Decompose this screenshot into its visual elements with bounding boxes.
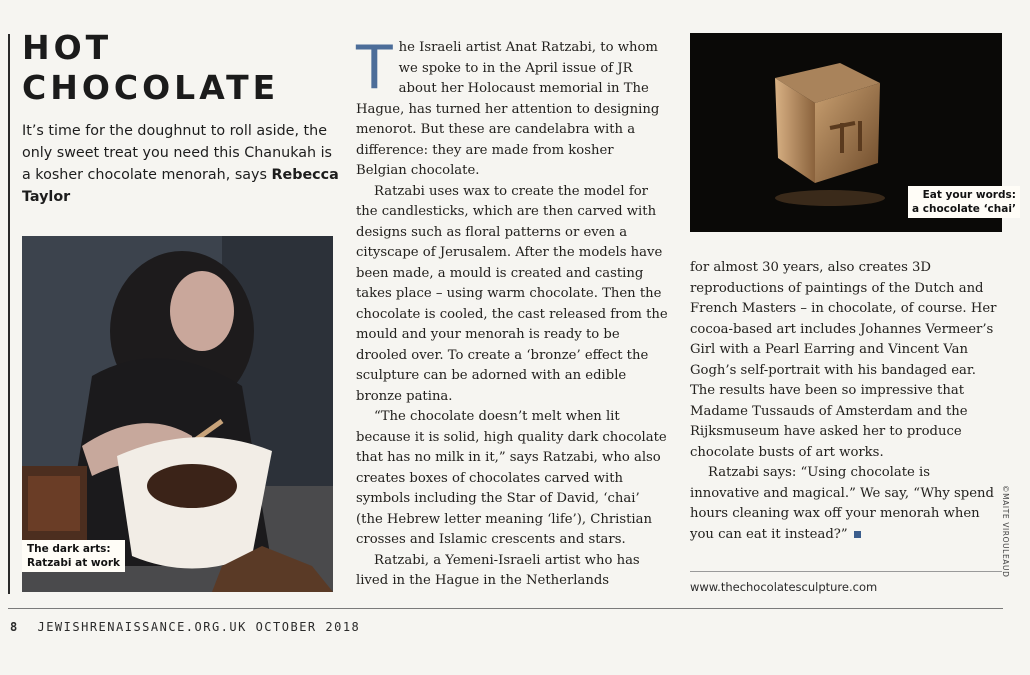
headline-line-1: HOT (22, 28, 113, 67)
article-column-middle (356, 33, 668, 592)
article-paragraph-1 (356, 33, 668, 182)
paragraph-5-text: Ratzabi says: “Using chocolate is innovative and magical.” We say, “Why spend hours cleaning wax off your menorah when you can eat it instead?” (690, 465, 994, 542)
artist-photo (22, 236, 333, 592)
paragraph-1-text: he Israeli artist Anat Ratzabi, to whom we spoke to in the April issue of JR about her Holocaust memorial in The Hague, has turned her attention to designing menorot. But these are candelabra with a difference: they are made from kosher Belgian chocolate. (356, 40, 660, 178)
artist-caption-line-2: Ratzabi at work (27, 557, 120, 569)
article-column-right (690, 258, 1002, 545)
chocolate-sculpture-weblink[interactable]: www.thechocolatesculpture.com (690, 580, 878, 594)
article-paragraph-5 (690, 463, 1002, 545)
article-paragraph-4-continued: for almost 30 years, also creates 3D reproductions of paintings of the Dutch and French Masters – in chocolate, of course. Her cocoa-based art includes Johannes Vermeer’s Girl with a Pearl Earring and Vincent Van Gogh’s self-portrait with his bandaged ear. The results have been so impressive that Madame Tussauds of Amsterdam and the Rijksmuseum have asked her to produce chocolate busts of art works. (690, 260, 997, 460)
article-paragraph-4: Ratzabi, a Yemeni-Israeli artist who has lived in the Hague in the Netherlands (356, 552, 640, 588)
standfirst (22, 120, 340, 208)
end-mark-icon (854, 531, 861, 538)
drop-cap: T (356, 33, 393, 103)
footer-publication: JEWISHRENAISSANCE.ORG.UK OCTOBER 2018 (37, 620, 361, 634)
author-byline: Rebecca Taylor (22, 167, 339, 205)
article-paragraph-3: “The chocolate doesn’t melt when lit because it is solid, high quality dark chocolate that has no milk in it,” says Ratzabi, who also creates boxes of chocolates carved with symbols including the Star of David, ‘chai’ (the Hebrew letter meaning ‘life’), Christian crosses and Islamic crescents and stars. (356, 409, 667, 547)
standfirst-text: It’s time for the doughnut to roll aside, the only sweet treat you need this Chanukah is a kosher chocolate menorah, says (22, 123, 333, 183)
article-paragraph-2: Ratzabi uses wax to create the model for the candlesticks, which are then carved with designs such as floral patterns or even a cityscape of Jerusalem. After the models have been made, a mould is created and casting takes place – using warm chocolate. Then the chocolate is cooled, the cast released from the mould and your menorah is ready to be drooled over. To create a ‘bronze’ effect the sculpture can be adorned with an edible bronze patina. (356, 183, 668, 404)
page-footer (10, 620, 360, 634)
footer-rule (8, 608, 1003, 609)
artist-photo-caption (22, 540, 125, 572)
artist-photo-illustration (22, 236, 333, 592)
artist-caption-line-1: The dark arts: (27, 543, 111, 555)
chocolate-caption-line-2: a chocolate ‘chai’ (912, 203, 1016, 215)
headline (22, 28, 322, 108)
headline-line-2: CHOCOLATE (22, 68, 280, 107)
photo-credit: ©MAITE VIROULEAUD (1001, 485, 1010, 578)
page-number: 8 (10, 620, 19, 634)
weblink-rule (690, 571, 1002, 572)
left-margin-rule (8, 34, 10, 594)
chocolate-caption-line-1: Eat your words: (922, 189, 1016, 201)
chocolate-photo-caption (908, 186, 1020, 218)
